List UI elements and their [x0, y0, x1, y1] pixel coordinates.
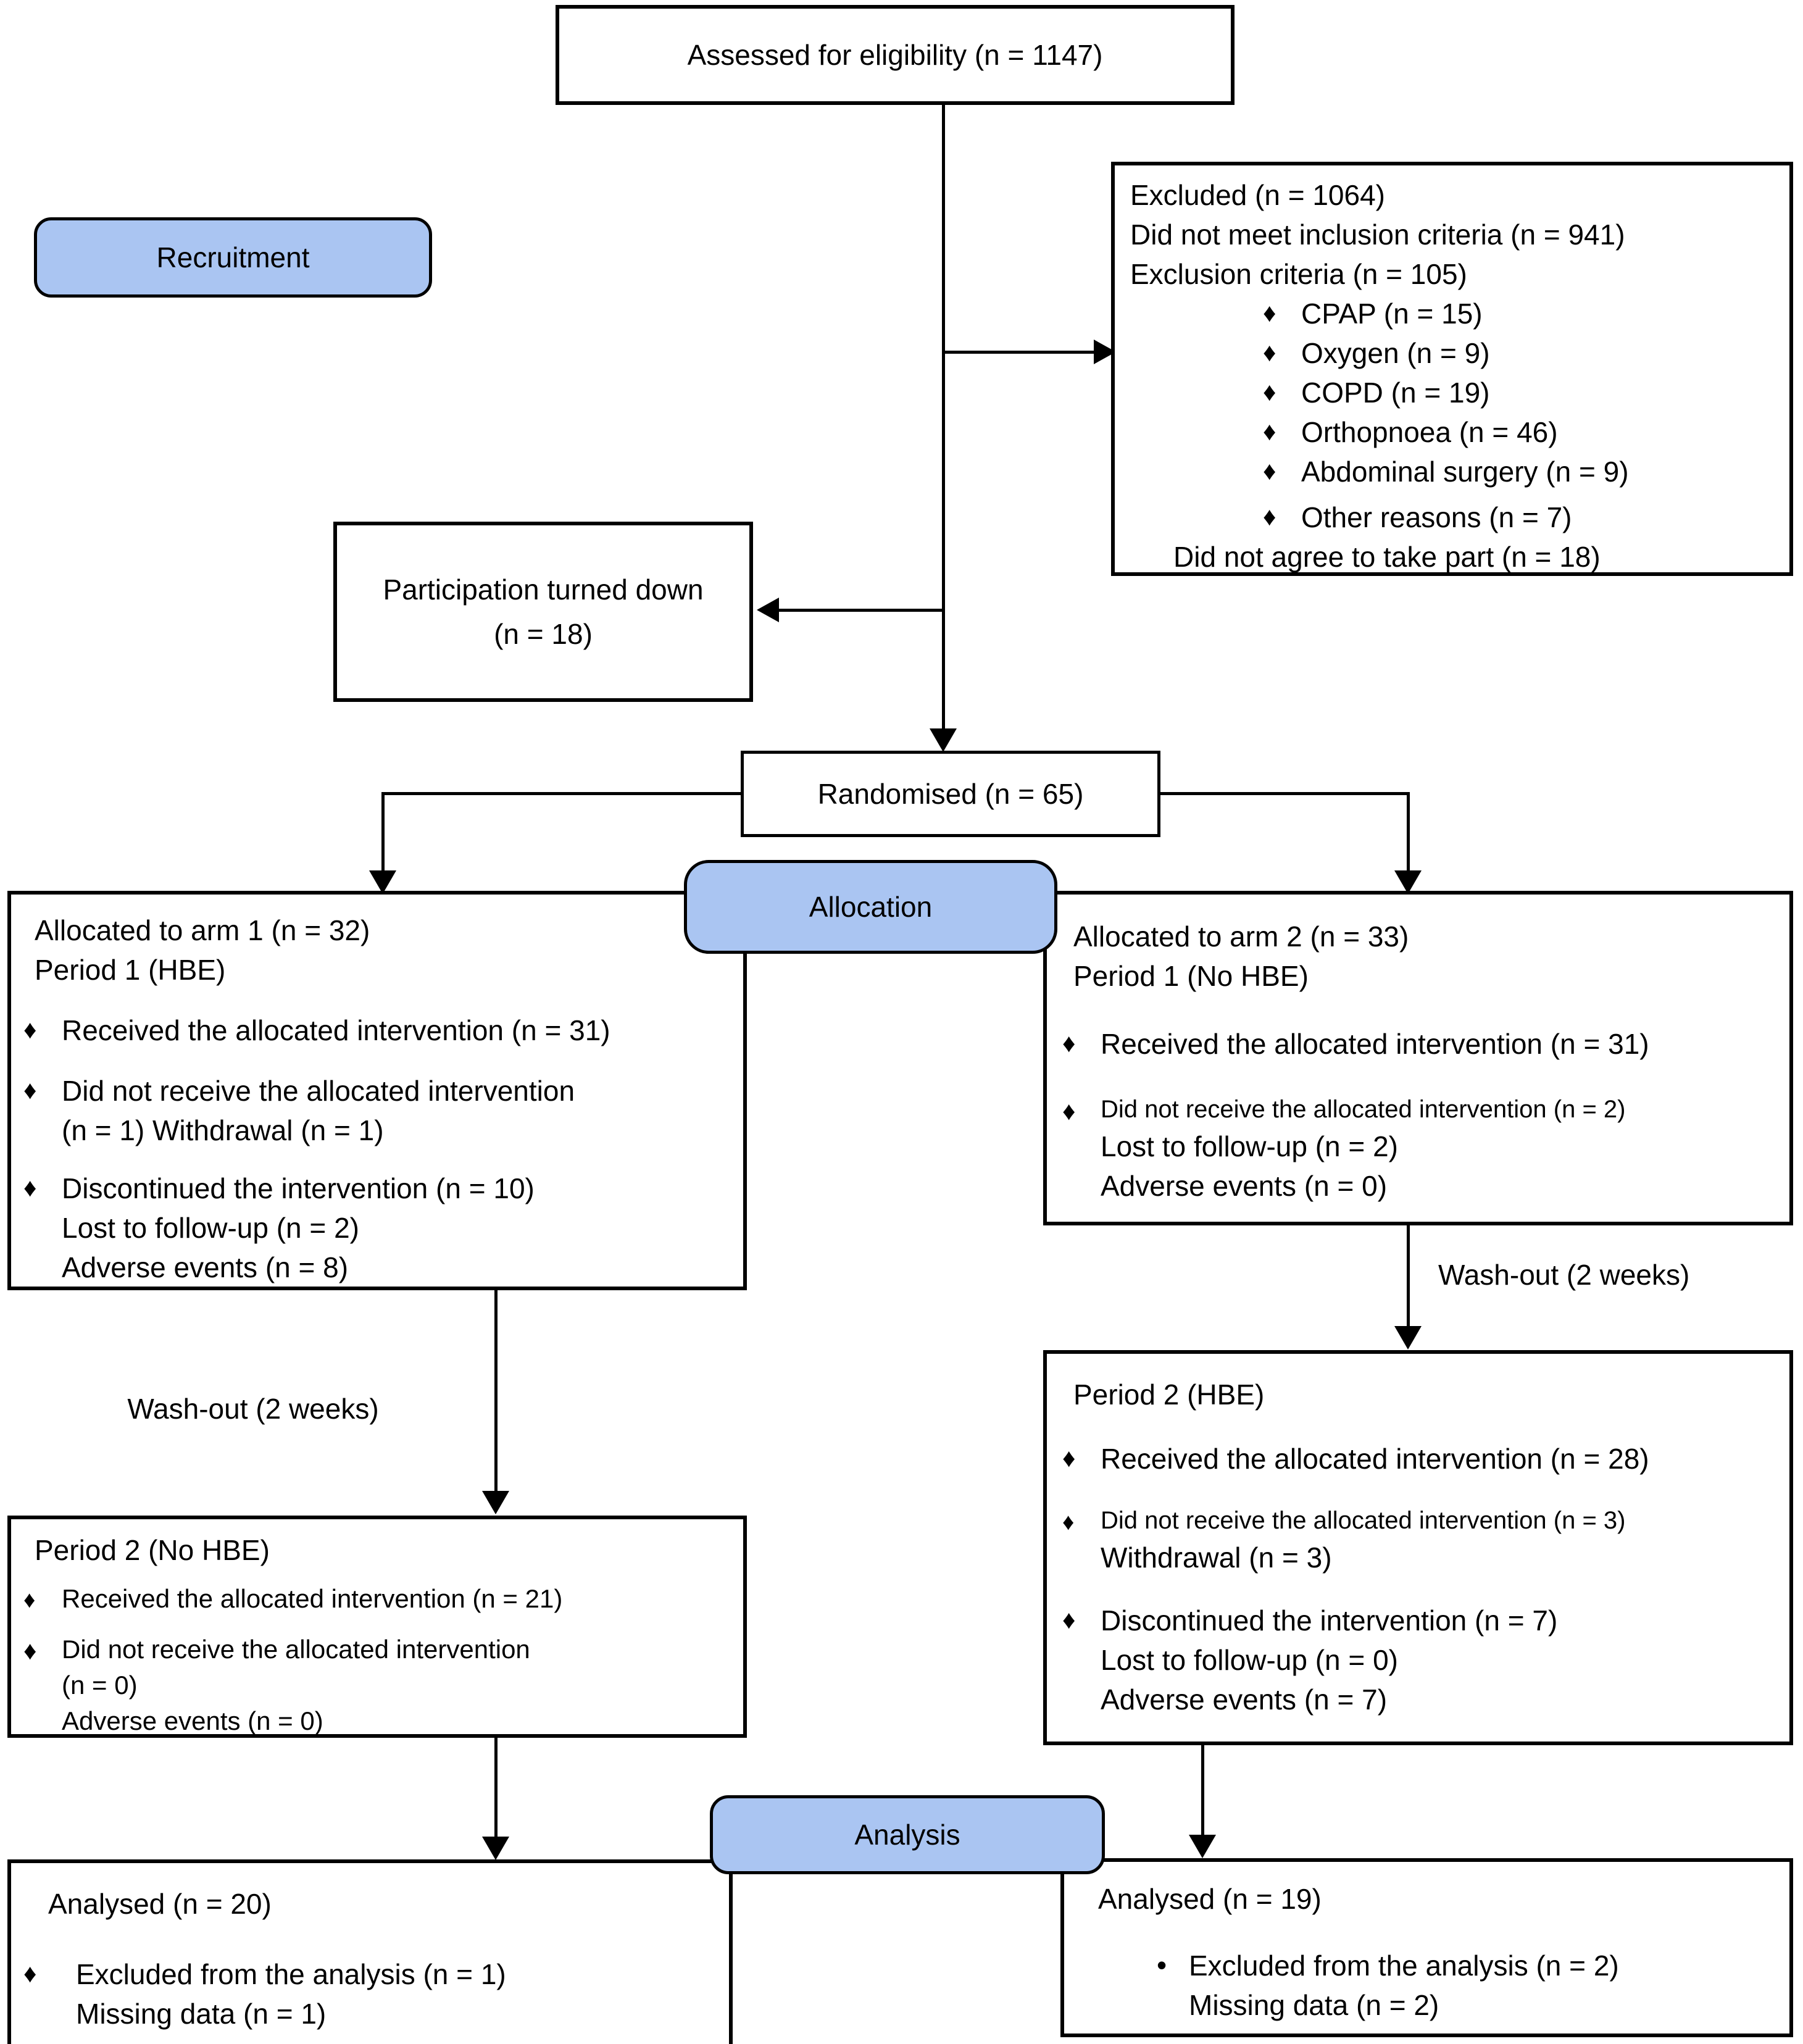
excluded-bullet-row: [1263, 452, 1782, 491]
diamond-bullet-icon: ♦: [1062, 1028, 1076, 1057]
connector-to-analysed-right: [1201, 1744, 1204, 1835]
assessed-text: Assessed for eligibility (n = 1147): [687, 39, 1103, 71]
arm2-item-line: Adverse events (n = 0): [1101, 1170, 1388, 1202]
analysis-label: Analysis: [854, 1819, 960, 1851]
diamond-bullet-icon: ♦: [1062, 1096, 1076, 1125]
diamond-bullet-icon: ♦: [1263, 417, 1276, 446]
period2-left-title: Period 2 (No HBE): [35, 1534, 270, 1566]
arm1-item-line: (n = 1) Withdrawal (n = 1): [62, 1114, 384, 1146]
excluded-line: Exclusion criteria (n = 105): [1130, 258, 1467, 290]
arrowhead-into-analysed-left: [482, 1837, 509, 1860]
excluded-bullet-text: Other reasons (n = 7): [1301, 501, 1572, 533]
arm2-item-line: Did not receive the allocated intervention (n = 2): [1101, 1096, 1626, 1123]
diamond-bullet-icon: ♦: [23, 1075, 37, 1104]
period2-right-item-line: Adverse events (n = 7): [1101, 1683, 1388, 1716]
period2-right-item: [1062, 1601, 1783, 1719]
diamond-bullet-icon: ♦: [1263, 338, 1276, 367]
washout-right-label: Wash-out (2 weeks): [1438, 1259, 1690, 1291]
diamond-bullet-icon: ♦: [23, 1173, 37, 1202]
allocation-stage-pill: [684, 860, 1057, 954]
arrowhead-into-participation: [757, 598, 779, 622]
participation-line2: (n = 18): [494, 618, 593, 650]
participation-box: [333, 522, 753, 702]
excluded-bullet-row: [1263, 412, 1782, 452]
excluded-box: [1111, 162, 1793, 576]
period2-right-item-line: Discontinued the intervention (n = 7): [1101, 1604, 1558, 1637]
period2-right-title: Period 2 (HBE): [1073, 1379, 1265, 1411]
period2-right-item-line: Did not receive the allocated intervention (n = 3): [1101, 1507, 1626, 1534]
arm2-subtitle: Period 1 (No HBE): [1073, 960, 1309, 992]
analysed-left-title: Analysed (n = 20): [48, 1888, 272, 1920]
analysis-stage-pill: [710, 1795, 1105, 1874]
diamond-bullet-icon: ♦: [1263, 377, 1276, 406]
arm2-box: [1043, 891, 1793, 1225]
arm1-item: [23, 1011, 737, 1050]
connector-main-vertical: [942, 104, 945, 728]
arm2-item: [1062, 1024, 1783, 1064]
connector-down-arm1: [381, 792, 385, 870]
arm1-item-text: Received the allocated intervention (n = 31): [62, 1014, 610, 1046]
excluded-bullet-row: [1263, 498, 1782, 537]
arm1-item: [23, 1071, 737, 1150]
period2-right-item-text: Received the allocated intervention (n = 28): [1101, 1443, 1649, 1475]
arrowhead-into-randomised: [930, 728, 957, 752]
analysed-left-missing: Missing data (n = 1): [76, 1998, 327, 2030]
arm1-item-line: Discontinued the intervention (n = 10): [62, 1172, 535, 1204]
period2-left-box: [7, 1516, 747, 1738]
randomised-box: [741, 751, 1160, 837]
diamond-bullet-icon: ♦: [23, 1587, 36, 1613]
connector-randomised-left: [383, 792, 742, 795]
recruitment-label: Recruitment: [156, 241, 310, 273]
analysed-left-excluded: Excluded from the analysis (n = 1): [76, 1958, 506, 1990]
excluded-bullet-text: Orthopnoea (n = 46): [1301, 416, 1558, 448]
analysed-right-missing: Missing data (n = 2): [1189, 1989, 1439, 2021]
analysed-right-excluded: Excluded from the analysis (n = 2): [1189, 1950, 1619, 1982]
excluded-line: Did not meet inclusion criteria (n = 941): [1130, 219, 1625, 251]
arm1-item-line: Adverse events (n = 8): [62, 1251, 349, 1283]
arm1-item: [23, 1169, 737, 1287]
assessed-box: [556, 5, 1235, 105]
period2-left-item-text: Received the allocated intervention (n = 21): [62, 1584, 563, 1613]
diamond-bullet-icon: ♦: [1263, 502, 1276, 531]
arm2-item: [1062, 1092, 1783, 1206]
excluded-bullet-text: Oxygen (n = 9): [1301, 337, 1490, 369]
arm2-item-text: Received the allocated intervention (n = 31): [1101, 1028, 1649, 1060]
diamond-bullet-icon: ♦: [23, 1959, 37, 1988]
connector-to-analysed-left: [494, 1737, 498, 1837]
arm2-title: Allocated to arm 2 (n = 33): [1073, 920, 1409, 953]
analysed-right-item: [1157, 1946, 1783, 1985]
analysed-left-box: [7, 1859, 733, 2044]
period2-left-item-line: Did not receive the allocated intervention: [62, 1635, 530, 1664]
recruitment-stage-pill: [34, 217, 432, 298]
diamond-bullet-icon: ♦: [23, 1636, 37, 1665]
connector-washout-right: [1407, 1224, 1410, 1326]
excluded-bullet-text: COPD (n = 19): [1301, 377, 1490, 409]
excluded-bullet-row: [1263, 294, 1782, 333]
washout-left-label: Wash-out (2 weeks): [127, 1393, 379, 1425]
arrowhead-into-analysed-right: [1189, 1835, 1216, 1858]
arm1-item-line: Lost to follow-up (n = 2): [62, 1212, 359, 1244]
diamond-bullet-icon: ♦: [23, 1015, 37, 1044]
diamond-bullet-icon: ♦: [1263, 456, 1276, 485]
connector-down-arm2: [1407, 792, 1410, 870]
randomised-text: Randomised (n = 65): [817, 778, 1084, 810]
connector-randomised-right: [1159, 792, 1409, 795]
arm1-box: [7, 891, 747, 1290]
analysed-right-title: Analysed (n = 19): [1098, 1883, 1322, 1915]
period2-right-item: [1062, 1439, 1783, 1479]
connector-washout-left: [494, 1289, 498, 1491]
connector-to-excluded: [943, 351, 1094, 354]
excluded-bullet-row: [1263, 333, 1782, 373]
period2-right-box: [1043, 1350, 1793, 1745]
diamond-bullet-icon: ♦: [1062, 1605, 1076, 1634]
excluded-footer: Did not agree to take part (n = 18): [1173, 541, 1601, 573]
allocation-label: Allocation: [809, 891, 933, 923]
arrowhead-into-period2-left: [482, 1491, 509, 1514]
analysed-left-item: [23, 1954, 723, 1994]
arm1-title: Allocated to arm 1 (n = 32): [35, 914, 370, 946]
arm2-item-line: Lost to follow-up (n = 2): [1101, 1130, 1398, 1162]
period2-right-item-line: Lost to follow-up (n = 0): [1101, 1644, 1398, 1676]
dot-bullet-icon: •: [1157, 1949, 1167, 1981]
period2-right-item: [1062, 1503, 1783, 1577]
excluded-bullet-text: CPAP (n = 15): [1301, 298, 1483, 330]
arm1-subtitle: Period 1 (HBE): [35, 954, 226, 986]
diamond-bullet-icon: ♦: [1263, 298, 1276, 327]
excluded-bullet-text: Abdominal surgery (n = 9): [1301, 456, 1629, 488]
period2-left-item: [23, 1581, 737, 1619]
participation-line1: Participation turned down: [383, 574, 704, 606]
period2-left-item-line: Adverse events (n = 0): [62, 1706, 323, 1735]
connector-to-participation: [779, 609, 943, 612]
analysed-right-box: [1060, 1858, 1793, 2037]
arrowhead-into-period2-right: [1394, 1326, 1422, 1349]
diamond-bullet-icon: ♦: [1062, 1509, 1075, 1535]
period2-left-item: [23, 1632, 737, 1739]
excluded-line: Excluded (n = 1064): [1130, 179, 1385, 211]
period2-left-item-line: (n = 0): [62, 1671, 138, 1700]
arm1-item-line: Did not receive the allocated intervention: [62, 1075, 575, 1107]
diamond-bullet-icon: ♦: [1062, 1443, 1076, 1472]
excluded-bullet-row: [1263, 373, 1782, 412]
period2-right-item-line: Withdrawal (n = 3): [1101, 1541, 1332, 1574]
